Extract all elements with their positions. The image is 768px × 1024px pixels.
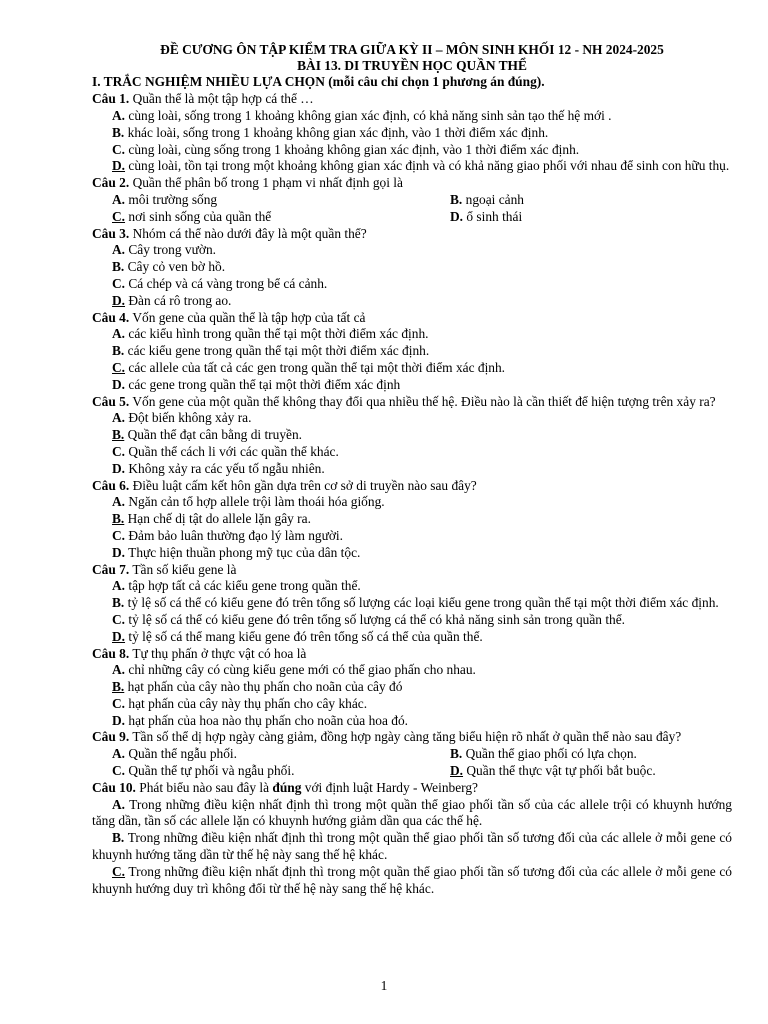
question-10: Câu 10. Phát biểu nào sau đây là đúng với định luật Hardy - Weinberg? bbox=[92, 779, 479, 795]
question-4: Câu 4. Vốn gene của quần thể là tập hợp của tất cả bbox=[92, 309, 366, 325]
correct-answer-marker: B. bbox=[112, 511, 125, 527]
document-title: ĐỀ CƯƠNG ÔN TẬP KIỂM TRA GIỮA KỲ II – MÔN SINH KHỐI 12 - NH 2024-2025 bbox=[160, 42, 664, 57]
question-3-option-b: B. Cây cỏ ven bờ hồ. bbox=[112, 259, 226, 275]
question-8-option-d: D. hạt phấn của hoa nào thụ phấn cho noãn của hoa đó. bbox=[112, 712, 408, 728]
question-4-option-a: A. các kiểu hình trong quần thể tại một thời điểm xác định. bbox=[112, 326, 429, 342]
question-7-option-c: C. tỷ lệ số cá thể có kiểu gene đó trên tổng số lượng cá thể có khả năng sinh sản trong quần thể. bbox=[112, 611, 626, 627]
question-9-option-d: D. Quần thể thực vật tự phối bắt buộc. bbox=[450, 763, 656, 779]
question-7-option-d: D. tỷ lệ số cá thể mang kiểu gene đó trên tổng số cá thể của quần thể. bbox=[112, 628, 483, 644]
question-5-option-b: B. Quần thể đạt cân bằng di truyền. bbox=[112, 427, 303, 443]
question-5-option-c: C. Quần thể cách li với các quần thể khác. bbox=[112, 443, 339, 459]
question-4-option-c: C. các allele của tất cả các gen trong quần thể tại một thời điểm xác định. bbox=[112, 359, 506, 375]
question-2-option-c: C. nơi sinh sống của quần thể bbox=[112, 208, 272, 224]
question-6-option-c: C. Đảm bảo luân thường đạo lý làm người. bbox=[112, 527, 344, 543]
question-8-option-b: B. hạt phấn của cây nào thụ phấn cho noãn của cây đó bbox=[112, 679, 403, 695]
question-2-option-a: A. môi trường sống bbox=[112, 191, 218, 207]
correct-answer-marker: D. bbox=[112, 292, 126, 308]
question-1-option-b: B. khác loài, sống trong 1 khoảng không gian xác định, vào 1 thời điểm xác định. bbox=[112, 124, 549, 140]
question-8-option-c: C. hạt phấn của cây này thụ phấn cho cây khác. bbox=[112, 695, 368, 711]
correct-answer-marker: C. bbox=[112, 208, 126, 224]
question-6-option-a: A. Ngăn cản tổ hợp allele trội làm thoái hóa giống. bbox=[112, 494, 385, 510]
question-1-option-c: C. cùng loài, cùng sống trong 1 khoảng không gian xác định, vào 1 thời điểm xác định. bbox=[112, 141, 580, 157]
correct-answer-marker: B. bbox=[112, 427, 125, 443]
question-1-option-a: A. cùng loài, sống trong 1 khoảng không gian xác định, có khả năng sinh sản tạo thế hệ mới . bbox=[112, 108, 612, 123]
question-3-option-a: A. Cây trong vườn. bbox=[112, 242, 216, 258]
question-3-option-c: C. Cá chép và cá vàng trong bể cá cảnh. bbox=[112, 275, 328, 291]
question-2-options-row-2 bbox=[92, 209, 732, 226]
question-2-options-row-1 bbox=[92, 192, 732, 209]
question-7: Câu 7. Tần số kiểu gene là bbox=[92, 561, 237, 577]
question-2: Câu 2. Quần thể phân bố trong 1 phạm vi nhất định gọi là bbox=[92, 175, 403, 191]
question-3: Câu 3. Nhóm cá thể nào dưới đây là một quần thể? bbox=[92, 225, 367, 241]
question-2-option-b: B. ngoại cảnh bbox=[450, 191, 525, 207]
question-5-option-a: A. Đột biến không xảy ra. bbox=[112, 410, 252, 426]
question-9-options-row-1 bbox=[92, 746, 732, 763]
page-number: 1 bbox=[380, 978, 388, 993]
question-4-option-b: B. các kiểu gene trong quần thể tại một thời điểm xác định. bbox=[112, 343, 430, 359]
question-9-options-row-2 bbox=[92, 763, 732, 780]
lesson-title: BÀI 13. DI TRUYỀN HỌC QUẦN THỂ bbox=[297, 58, 527, 74]
question-5-option-d: D. Không xảy ra các yếu tố ngẫu nhiên. bbox=[112, 460, 325, 476]
question-9-option-a: A. Quần thể ngẫu phối. bbox=[112, 746, 237, 762]
correct-answer-marker: D. bbox=[112, 158, 126, 174]
question-1-option-d: D. cùng loài, tồn tại trong một khoảng không gian xác định và có khả năng giao phối với nhau để sinh con hữu thụ. bbox=[112, 158, 730, 174]
correct-answer-marker: C. bbox=[112, 359, 126, 375]
question-7-option-a: A. tập hợp tất cả các kiểu gene trong quần thể. bbox=[112, 578, 361, 594]
question-1: Câu 1. Quần thể là một tập hợp cá thể … bbox=[92, 91, 314, 107]
correct-answer-marker: C. bbox=[112, 863, 126, 879]
question-3-option-d: D. Đàn cá rô trong ao. bbox=[112, 292, 232, 308]
question-9: Câu 9. Tần số thể dị hợp ngày càng giảm, đồng hợp ngày càng tăng biểu hiện rõ nhất ở quần thể nào sau đây? bbox=[92, 729, 682, 745]
question-6-option-d: D. Thực hiện thuần phong mỹ tục của dân tộc. bbox=[112, 544, 361, 560]
question-6: Câu 6. Điều luật cấm kết hôn gần dựa trên cơ sở di truyền nào sau đây? bbox=[92, 477, 477, 493]
question-10-option-c: C. Trong những điều kiện nhất định thì trong một quần thể giao phối tần số tương đối của các allele ở mỗi gene có khuynh hướng duy trì không đổi từ thế hệ này sang thế hệ khác. bbox=[92, 863, 732, 896]
question-8: Câu 8. Tự thụ phấn ở thực vật có hoa là bbox=[92, 645, 307, 661]
section-heading: I. TRẮC NGHIỆM NHIỀU LỰA CHỌN (mỗi câu chỉ chọn 1 phương án đúng). bbox=[92, 74, 545, 90]
question-4-option-d: D. các gene trong quần thể tại một thời điểm xác định bbox=[112, 376, 401, 392]
question-10-option-b: B. Trong những điều kiện nhất định thì trong một quần thể giao phối tần số tương đối của các allele ở mỗi gene có khuynh hướng tăng dần từ thế hệ này sang thế hệ khác. bbox=[92, 830, 732, 863]
question-2-option-d: D. ổ sinh thái bbox=[450, 208, 523, 224]
question-7-option-b: B. tỷ lệ số cá thể có kiểu gene đó trên tổng số lượng các loại kiểu gene trong quần thể tại một thời điểm xác định. bbox=[112, 595, 719, 611]
question-10-option-a: A. Trong những điều kiện nhất định thì trong một quần thể giao phối tần số của các allele trội có khuynh hướng tăng dần, tần số các allele lặn có khuynh hướng giảm dần qua các thế hệ. bbox=[92, 796, 732, 829]
question-5: Câu 5. Vốn gene của một quần thể không thay đổi qua nhiều thế hệ. Điều nào là cần thiết để hiện tượng trên xảy ra? bbox=[92, 393, 716, 409]
question-9-option-c: C. Quần thể tự phối và ngẫu phối. bbox=[112, 763, 295, 779]
correct-answer-marker: D. bbox=[450, 763, 464, 779]
emphasis-word: đúng bbox=[272, 779, 302, 795]
correct-answer-marker: B. bbox=[112, 679, 125, 695]
document-page bbox=[92, 42, 732, 897]
correct-answer-marker: D. bbox=[112, 628, 126, 644]
question-6-option-b: B. Hạn chế dị tật do allele lặn gây ra. bbox=[112, 511, 311, 527]
question-9-option-b: B. Quần thể giao phối có lựa chọn. bbox=[450, 746, 637, 762]
question-8-option-a: A. chỉ những cây có cùng kiểu gene mới có thể giao phấn cho nhau. bbox=[112, 662, 476, 678]
